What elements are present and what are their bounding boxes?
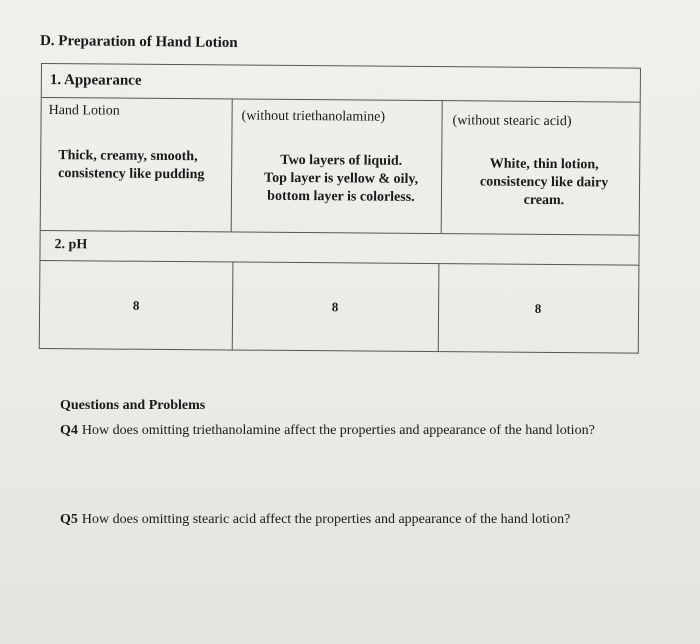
appearance-line: White, thin lotion,: [489, 156, 599, 173]
question-text: How does omitting stearic acid affect the properties and appearance of the hand lotion?: [81, 512, 571, 527]
question-number: Q5: [60, 512, 78, 527]
table-rule: [40, 260, 638, 266]
appearance-line: consistency like pudding: [58, 166, 205, 183]
table-rule: [41, 230, 639, 236]
appearance-cell-hand-lotion: [58, 147, 205, 184]
table-rule: [42, 97, 640, 103]
appearance-line: consistency like dairy: [479, 174, 609, 191]
ph-value-hand-lotion: 8: [132, 297, 140, 313]
table-rule: [231, 98, 233, 231]
appearance-line: Two layers of liquid.: [280, 152, 403, 169]
question-text: How does omitting triethanolamine affect the properties and appearance of the hand lotion?: [81, 423, 595, 438]
question-number: Q4: [60, 423, 78, 438]
appearance-line: Top layer is yellow & oily,: [264, 170, 419, 187]
question-q5: [60, 510, 650, 529]
column-header-hand-lotion: Hand Lotion: [48, 103, 120, 119]
appearance-cell-without-stearic-acid: [449, 155, 639, 210]
appearance-line: cream.: [523, 192, 565, 209]
ph-value-without-stearic-acid: 8: [534, 300, 542, 316]
appearance-heading: 1. Appearance: [49, 72, 142, 89]
ph-heading: 2. pH: [54, 237, 88, 253]
column-header-without-triethanolamine: (without triethanolamine): [241, 108, 386, 125]
results-table: [39, 63, 641, 354]
appearance-cell-without-triethanolamine: [241, 152, 441, 208]
appearance-line: bottom layer is colorless.: [267, 188, 415, 205]
appearance-line: Thick, creamy, smooth,: [58, 148, 198, 165]
questions-heading: Questions and Problems: [60, 398, 206, 413]
column-header-without-stearic-acid: (without stearic acid): [452, 113, 572, 130]
question-q4: [60, 421, 628, 440]
section-title: D. Preparation of Hand Lotion: [39, 32, 238, 52]
ph-value-without-triethanolamine: 8: [331, 299, 339, 315]
